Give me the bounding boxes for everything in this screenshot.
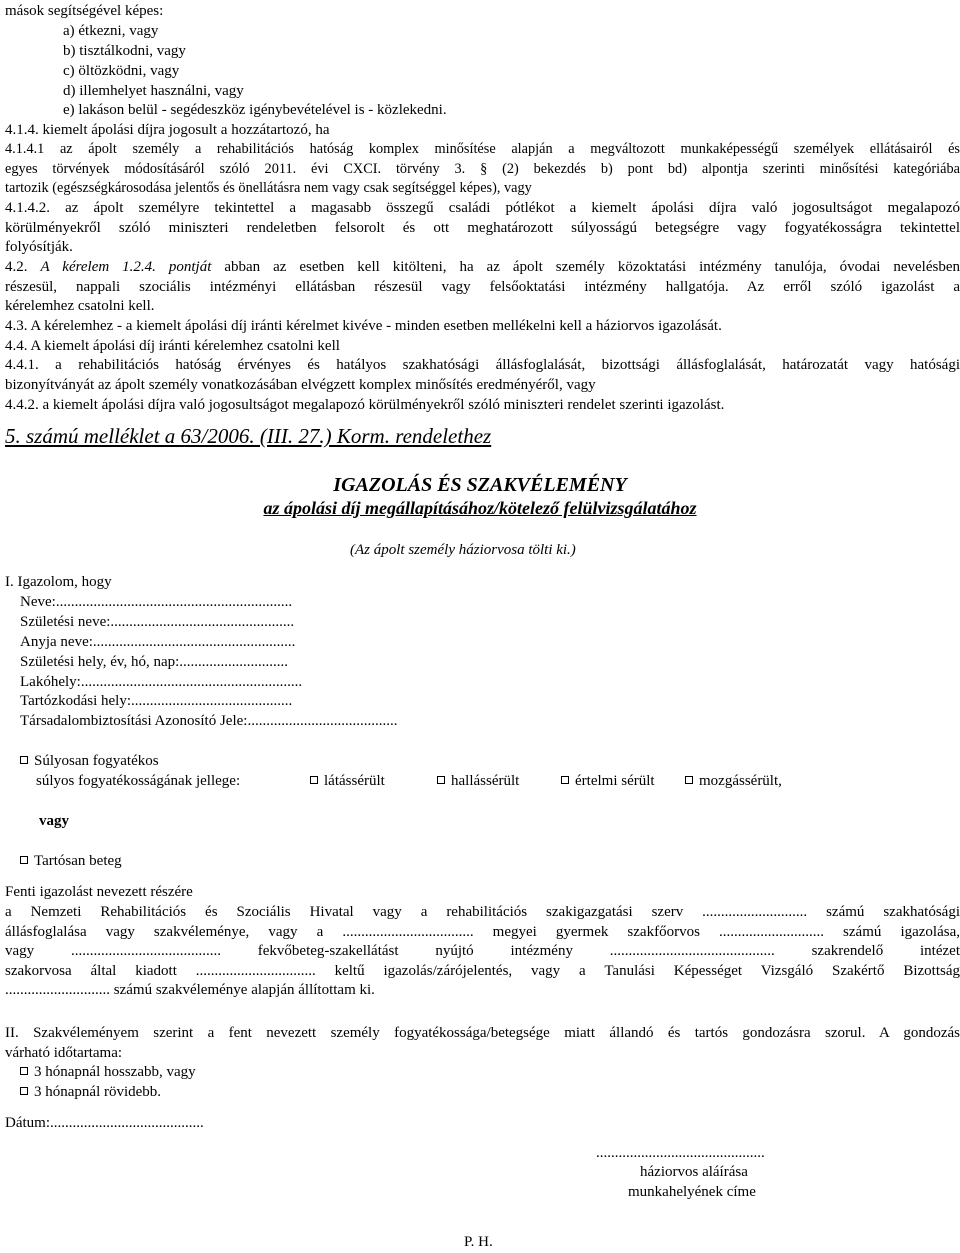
checkbox-label: Tartósan beteg [34, 853, 122, 869]
checkbox-icon[interactable] [437, 776, 445, 784]
text-line: II. Szakvéleményem szerint a fent nevezett személy fogyatékossága/betegsége miatt állandó és tartós gondozásra szorul. A gondozás [5, 1025, 960, 1041]
list-item: e) lakáson belül - segédeszköz igénybevételével is - közlekedni. [63, 102, 447, 118]
text-line: 4.1.4.2. az ápolt személyre tekintettel a magasabb összegű családi pótlékot a kiemelt ápolási díjra való jogosultságot megalapozó [5, 200, 960, 216]
text-line: várható időtartama: [5, 1044, 123, 1061]
text-line: kérelemhez csatolni kell. [5, 298, 155, 314]
field-stay-address[interactable]: Tartózkodási hely:........................................... [20, 693, 293, 709]
checkbox-icon[interactable] [685, 776, 693, 784]
checkbox-shorter-3-months[interactable] [20, 1083, 161, 1103]
checkbox-icon[interactable] [20, 756, 28, 764]
section-1-intro: I. Igazolom, hogy [5, 574, 112, 590]
text-line: folyósítják. [5, 239, 73, 255]
text-line: 4.1.4.1 az ápolt személy a rehabilitációs hatóság komplex minősítése alapján a megváltozott munkaképességű személyek ellátásairól és [5, 141, 960, 157]
checkbox-hearing[interactable] [437, 772, 519, 792]
text-line: részesül, nappali szociális intézményi ellátásban részesül vagy felsőoktatási intézmény hallgatója. Az erről szóló igazolást a [5, 278, 960, 295]
disability-type-label: súlyos fogyatékosságának jellege: [36, 773, 241, 789]
checkbox-severe-disabled[interactable] [20, 752, 159, 772]
form-title: IGAZOLÁS ÉS SZAKVÉLEMÉNY [333, 474, 627, 496]
paragraph-4-3: 4.3. A kérelemhez - a kiemelt ápolási díj iránti kérelmet kivéve - minden esetben mellékelni kell a háziorvos igazolását. [5, 318, 722, 334]
list-item: b) tisztálkodni, vagy [63, 43, 186, 59]
filled-by-note: (Az ápolt személy háziorvosa tölti ki.) [350, 542, 576, 558]
list-item: d) illemhelyet használni, vagy [63, 83, 244, 99]
text-line [5, 258, 960, 278]
paragraph-4-1-4: 4.1.4. kiemelt ápolási díjra jogosult a hozzátartozó, ha [5, 122, 330, 138]
field-mother-name[interactable]: Anyja neve:...................................................... [20, 634, 296, 650]
section-2 [5, 1024, 960, 1063]
checkbox-icon[interactable] [310, 776, 318, 784]
list-item: a) étkezni, vagy [63, 23, 159, 39]
form-subtitle: az ápolási díj megállapításához/kötelező felülvizsgálatához [263, 498, 697, 518]
checkbox-long-term-ill[interactable] [20, 852, 122, 872]
paragraph-number: 4.2. [5, 259, 28, 275]
or-label: vagy [39, 813, 69, 829]
checkbox-label: 3 hónapnál hosszabb, vagy [34, 1064, 196, 1080]
checkbox-label: látássérült [324, 773, 385, 789]
workplace-address-label: munkahelyének címe [628, 1184, 756, 1200]
paragraph-4-1-4-2 [5, 199, 960, 258]
checkbox-label: 3 hónapnál rövidebb. [34, 1084, 162, 1100]
field-birth-name[interactable]: Születési neve:................................................. [20, 614, 295, 630]
signature-label: háziorvos aláírása [640, 1164, 748, 1180]
checkbox-intellectual[interactable] [561, 772, 655, 792]
paragraph-4-4-1 [5, 356, 960, 395]
checkbox-visual[interactable] [310, 772, 385, 792]
text-line: körülményekről szóló miniszteri rendeletben felsorolt és ott meghatározott súlyosságú betegségre vagy fogyatékosságra tekintettel [5, 219, 960, 236]
checkbox-icon[interactable] [561, 776, 569, 784]
field-taj-number[interactable]: Társadalombiztosítási Azonosító Jele:........................................ [20, 713, 398, 729]
text-line: bizonyítványát az ápolt személy vonatkozásában elvégzett komplex minősítés eredményéről, vagy [5, 376, 596, 393]
checkbox-label: Súlyosan fogyatékos [34, 753, 159, 769]
paragraph-4-2 [5, 258, 960, 317]
text-line: ............................ számú szakvéleménye alapján állítottam ki. [5, 982, 375, 998]
text-line: a Nemzeti Rehabilitációs és Szociális Hivatal vagy a rehabilitációs szakigazgatási szerv ............................ számú szakhatósági [5, 904, 960, 920]
signature-line: ............................................. [596, 1145, 765, 1161]
text-line: állásfoglalása vagy szakvéleménye, vagy a ................................... megyei gyermek szakfőorvos ............................ számú igazolása, [5, 923, 960, 940]
list-intro: mások segítségével képes: [5, 3, 164, 19]
checkbox-icon[interactable] [20, 856, 28, 864]
checkbox-icon[interactable] [20, 1067, 28, 1075]
text-line: egyes törvények módosításáról szóló 2011. évi CXCI. törvény 3. § (2) bekezdés b) pont bd) alpontja szerinti minősítési kategóriába [5, 160, 960, 177]
certificate-intro: Fenti igazolást nevezett részére [5, 884, 193, 900]
checkbox-label: mozgássérült, [699, 773, 782, 789]
certificate-paragraph [5, 903, 960, 1001]
stamp-placeholder: P. H. [464, 1234, 493, 1250]
text-line: 4.4.1. a rehabilitációs hatóság érvényes és hatályos szakhatósági állásfoglalását, bizottsági állásfoglalását, határozatát vagy hatósági [5, 357, 960, 373]
text-run: abban az esetben kell kitölteni, ha az ápolt személy közoktatási intézmény tanulója, óvodai nevelésben [224, 259, 960, 275]
paragraph-4-4-2: 4.4.2. a kiemelt ápolási díjra való jogosultságot megalapozó körülményekről szóló miniszteri rendelet szerinti igazolást. [5, 397, 725, 413]
paragraph-4-4: 4.4. A kiemelt ápolási díj iránti kérelemhez csatolni kell [5, 338, 340, 354]
paragraph-4-1-4-1 [5, 140, 960, 199]
list-item: c) öltözködni, vagy [63, 63, 180, 79]
field-name[interactable]: Neve:............................................................... [20, 594, 293, 610]
date-field[interactable]: Dátum:......................................... [5, 1115, 204, 1131]
annex-title: 5. számú melléklet a 63/2006. (III. 27.) Korm. rendelethez [5, 424, 492, 448]
text-line: vagy ........................................ fekvőbeteg-szakellátást nyújtó intézmény ............................................ szakrendelő intézet [5, 943, 960, 959]
checkbox-label: hallássérült [451, 773, 520, 789]
checkbox-mobility[interactable] [685, 772, 782, 792]
italic-reference: A kérelem 1.2.4. pontját [40, 259, 212, 275]
text-line: szakorvosa által kiadott ................................ keltű igazolás/zárójelentés, vagy a Tanulási Képességet Vizsgáló Szakértő Bizottság [5, 962, 960, 979]
checkbox-label: értelmi sérült [575, 773, 655, 789]
checkbox-icon[interactable] [20, 1087, 28, 1095]
text-line: tartozik (egészségkárosodása jelentős és önellátásra nem vagy csak segítséggel képes), vagy [5, 180, 532, 196]
checkbox-longer-3-months[interactable] [20, 1063, 196, 1083]
field-residence[interactable]: Lakóhely:........................................................... [20, 674, 303, 690]
field-birth-data[interactable]: Születési hely, év, hó, nap:............................. [20, 654, 289, 670]
